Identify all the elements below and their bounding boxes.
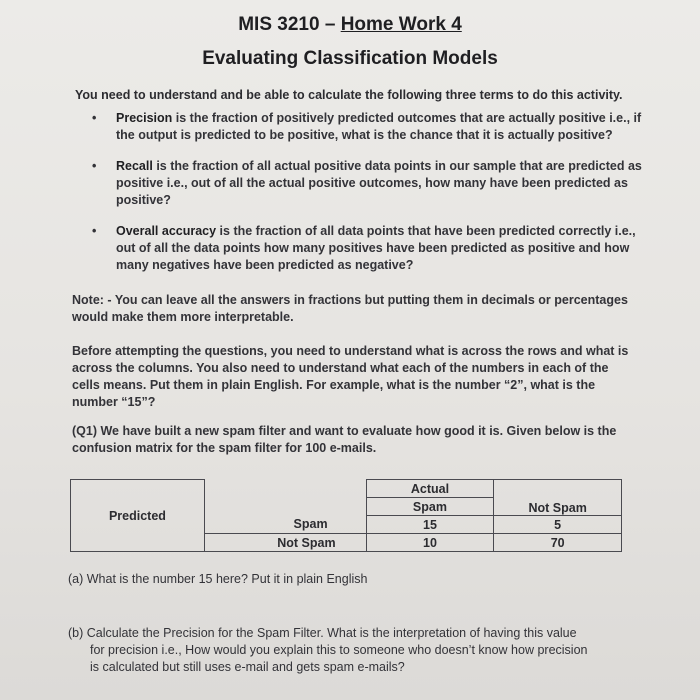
spam-column-header: Spam [366, 498, 494, 516]
empty-cell [204, 480, 366, 516]
confusion-matrix [70, 479, 622, 552]
term-recall: Recall [116, 159, 153, 173]
bullet-icon: • [92, 159, 97, 173]
bullet-icon: • [92, 111, 97, 125]
intro-text: You need to understand and be able to calculate the following three terms to do this activity. [75, 88, 623, 102]
cell-spam-notspam: 5 [494, 516, 622, 534]
definitions-list [92, 110, 652, 288]
instructions-paragraph: Before attempting the questions, you need to understand what is across the rows and what is across the columns. You also need to understand what each of the numbers in each of the cells means. Put them in plain English. For example, what is the number “2”, what is the number “15”? [72, 344, 629, 409]
question-1 [72, 423, 637, 457]
predicted-label: Predicted [71, 480, 205, 552]
bullet-icon: • [92, 224, 97, 238]
definition-recall: is the fraction of all actual positive data points in our sample that are predicted as positive i.e., out of all the actual positive outcomes, how many have been predicted as positive? [116, 159, 642, 207]
question-1-text: We have built a new spam filter and want to evaluate how good it is. Given below is the confusion matrix for the spam filter for 100 e-mails. [72, 424, 617, 455]
term-precision: Precision [116, 111, 173, 125]
question-b [68, 625, 628, 676]
question-b-line1: (b) Calculate the Precision for the Spam Filter. What is the interpretation of having this value [68, 626, 577, 640]
course-code: MIS 3210 – [238, 14, 341, 35]
cell-notspam-spam: 10 [366, 534, 494, 552]
note-paragraph: Note: - You can leave all the answers in fractions but putting them in decimals or percentages would make them more interpretable. [72, 293, 628, 324]
question-b-line2: for precision i.e., How would you explain this to someone who doesn’t know how precision [90, 643, 588, 657]
question-1-label: (Q1) [72, 424, 97, 438]
cell-spam-spam: 15 [366, 516, 494, 534]
definition-precision: is the fraction of positively predicted outcomes that are actually positive i.e., if the output is predicted to be positive, what is the chance that it is actually positive? [116, 111, 642, 142]
list-item-recall [92, 158, 652, 209]
not-spam-column-header: Not Spam [494, 480, 622, 516]
spam-row-header: Spam [204, 516, 366, 534]
question-a: (a) What is the number 15 here? Put it in plain English [68, 572, 368, 586]
homework-number: Home Work 4 [340, 14, 462, 35]
term-accuracy: Overall accuracy [116, 224, 217, 238]
list-item-precision [92, 110, 652, 144]
not-spam-row-header: Not Spam [204, 534, 366, 552]
list-item-accuracy [92, 223, 652, 274]
cell-notspam-notspam: 70 [494, 534, 622, 552]
definition-accuracy: is the fraction of all data points that have been predicted correctly i.e., out of all the data points how many positives have been predicted as positive and how many negatives have been predicted as negative? [116, 224, 636, 272]
question-b-line3: is calculated but still uses e-mail and gets spam e-mails? [90, 660, 405, 674]
actual-header: Actual [366, 480, 494, 498]
homework-title [0, 14, 700, 36]
document-subtitle: Evaluating Classification Models [202, 48, 498, 69]
